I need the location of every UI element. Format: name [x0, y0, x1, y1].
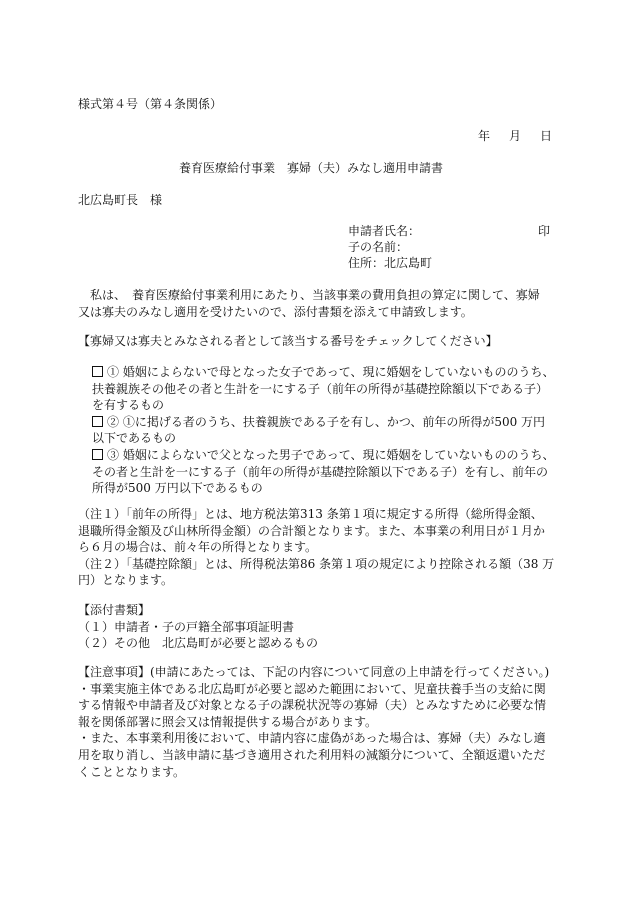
caution-line: 用を取り消し、当該申請に基づき適用された利用料の減額分について、全額返還いただ: [78, 747, 546, 762]
option-line: ① 婚姻によらないで母となった女子であって、現に婚姻をしていないもののうち、: [107, 365, 555, 379]
note-line: ら６月の場合は、前々年の所得となります。: [78, 540, 318, 555]
addressee: 北広島町長 様: [78, 193, 163, 207]
note-line: （注２）「基礎控除額」とは、所得税法第86 条第１項の規定により控除される額（38 万: [78, 556, 555, 571]
option-line: 扶養親族その他その者と生計を一にする子（前年の所得が基礎控除額以下である子）: [92, 381, 549, 396]
option-1: [92, 364, 562, 414]
option-line: 以下であるもの: [92, 431, 177, 446]
option-line: ② ①に掲げる者のうち、扶養親族である子を有し、かつ、前年の所得が500 万円: [107, 414, 546, 429]
date-year: 年: [478, 129, 491, 143]
form-number: 様式第４号（第４条関係）: [78, 97, 223, 111]
caution-line: ・事業実施主体である北広島町が必要と認めた範囲において、児童扶養手当の支給に関: [78, 681, 546, 696]
option-2: [92, 414, 562, 447]
option-line: 所得が500 万円以下であるもの: [92, 481, 263, 496]
option-line: その者と生計を一にする子（前年の所得が基礎控除額以下である子）を有し、前年の: [92, 464, 549, 479]
option-1-checkbox[interactable]: [92, 366, 103, 377]
intro-line: 私は、 養育医療給付事業利用にあたり、当該事業の費用負担の算定に関して、寡婦: [78, 288, 540, 302]
applicant-name-label: 申請者氏名：: [348, 224, 421, 238]
attachments-section: [78, 602, 558, 652]
caution-line: する情報や申請者及び対象となる子の課税状況等の寡婦（夫）とみなすために必要な情: [78, 698, 547, 713]
date-month: 月: [509, 129, 522, 143]
note-line: （注１）「前年の所得」とは、地方税法第313 条第１項に規定する所得（総所得金額、: [78, 507, 543, 521]
caution-line: 報を関係部署に照会又は情報提供する場合があります。: [78, 714, 378, 729]
caution-line: ・また、本事業利用後において、申請内容に虚偽があった場合は、寡婦（夫）みなし適: [78, 731, 546, 746]
address-label: 住所：北広島町: [348, 256, 433, 270]
seal-mark: 印: [538, 224, 551, 238]
note-line: 円）となります。: [78, 573, 174, 588]
attachment-item: （２）その他 北広島町が必要と認めるもの: [78, 636, 319, 651]
document-title: 養育医療給付事業 寡婦（夫）みなし適用申請書: [179, 161, 444, 175]
intro-line: 又は寡夫のみなし適用を受けたいので、添付書類を添えて申請致します。: [78, 304, 473, 319]
option-line: を有するもの: [92, 398, 165, 413]
intro-paragraph: [78, 287, 558, 320]
caution-section: [78, 664, 563, 780]
note-line: 退職所得金額及び山林所得金額）の合計額となります。また、本事業の利用日が１月か: [78, 523, 546, 538]
caution-line: くこととなります。: [78, 764, 186, 779]
attachment-item: （１）申請者・子の戸籍全部事項証明書: [78, 619, 295, 634]
attachments-header: 【添付書類】: [78, 603, 151, 617]
option-3: [92, 447, 562, 497]
child-name-label: 子の名前：: [348, 240, 409, 254]
notes-section: [78, 506, 558, 589]
option-2-checkbox[interactable]: [92, 416, 103, 427]
date-day: 日: [540, 129, 553, 143]
option-list: [92, 364, 562, 497]
caution-header: 【注意事項】(申請にあたっては、下記の内容について同意の上申請を行ってください。): [78, 665, 550, 679]
check-instruction-header: 【寡婦又は寡夫とみなされる者として該当する番号をチェックしてください】: [78, 334, 498, 348]
option-line: ③ 婚姻によらないで父となった男子であって、現に婚姻をしていないもののうち、: [107, 447, 555, 462]
option-3-checkbox[interactable]: [92, 449, 103, 460]
